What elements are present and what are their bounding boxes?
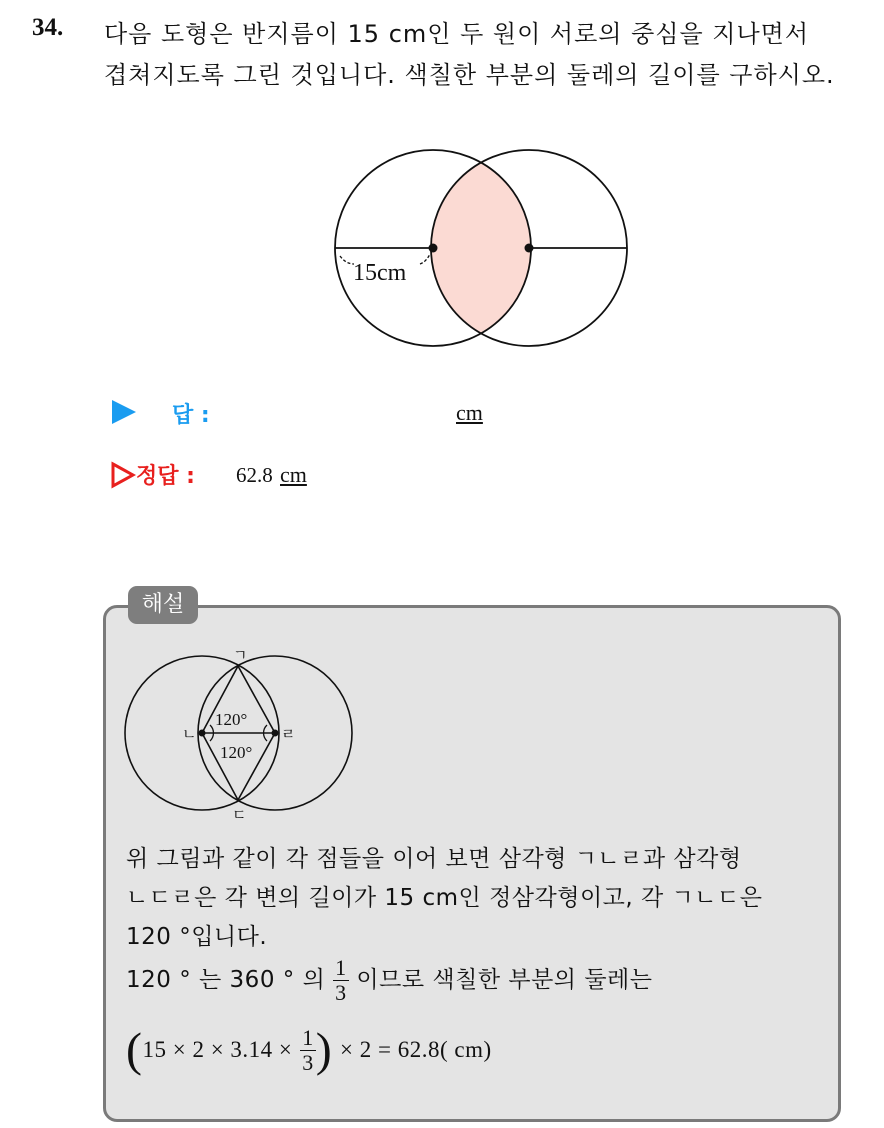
- exp-point-left: [199, 730, 206, 737]
- exp-angle-lower: 120°: [220, 743, 253, 762]
- explanation-formula: (15 × 2 × 3.14 × $\frac{1}{3}$ ) × 2 = 62.8( cm): [126, 1023, 492, 1077]
- explanation-line-1: 위 그림과 같이 각 점들을 이어 보면 삼각형 ㄱㄴㄹ과 삼각형: [126, 846, 742, 872]
- exp-label-bottom: ㄷ: [232, 806, 247, 824]
- exp-label-top: ㄱ: [233, 646, 248, 664]
- explanation-tag: 해설: [128, 586, 198, 624]
- explanation-diagram: [120, 645, 360, 825]
- explanation-line-4: [126, 956, 652, 1005]
- exp-point-right: [272, 730, 279, 737]
- fraction-one-third: $\frac{1}{3}$: [335, 955, 347, 1005]
- formula-fraction: $\frac{1}{3}$: [302, 1025, 314, 1075]
- question-text-line-1: 다음 도형은 반지름이 15 cm인 두 원이 서로의 중심을 지나면서: [104, 20, 810, 48]
- formula-part-b: × 2 = 62.8( cm): [340, 1037, 492, 1062]
- answer-arrow-icon: [112, 400, 136, 424]
- correct-value: 62.8: [236, 463, 273, 487]
- right-center-point: [525, 244, 534, 253]
- explanation-line-3: 120 °입니다.: [126, 924, 268, 950]
- correct-label: 정답 :: [136, 464, 195, 489]
- radius-dimension-left-mark: [340, 256, 354, 264]
- correct-unit: cm: [280, 462, 307, 487]
- formula-part-a: 15 × 2 × 3.14 ×: [142, 1037, 293, 1062]
- exp-angle-upper: 120°: [215, 710, 248, 729]
- answer-input[interactable]: [456, 400, 483, 426]
- question-text-line-2: 겹쳐지도록 그린 것입니다. 색칠한 부분의 둘레의 길이를 구하시오.: [104, 61, 835, 89]
- answer-label: 답 :: [172, 403, 210, 428]
- explanation-line-4-b: 이므로 색칠한 부분의 둘레는: [356, 967, 653, 993]
- exp-label-right: ㄹ: [281, 725, 296, 743]
- exp-label-left: ㄴ: [182, 725, 197, 743]
- radius-dimension-right-mark: [420, 254, 430, 264]
- correct-arrow-icon: [110, 461, 136, 489]
- overlapping-circles-figure: [320, 140, 640, 360]
- explanation-line-4-a: 120 ° 는 360 ° 의: [126, 967, 326, 993]
- left-center-point: [429, 244, 438, 253]
- radius-label: 15cm: [353, 260, 407, 286]
- answer-unit: cm: [456, 400, 483, 425]
- question-number: 34.: [32, 14, 64, 41]
- explanation-line-2: ㄴㄷㄹ은 각 변의 길이가 15 cm인 정삼각형이고, 각 ㄱㄴㄷ은: [126, 885, 763, 911]
- correct-value-group: [236, 462, 307, 488]
